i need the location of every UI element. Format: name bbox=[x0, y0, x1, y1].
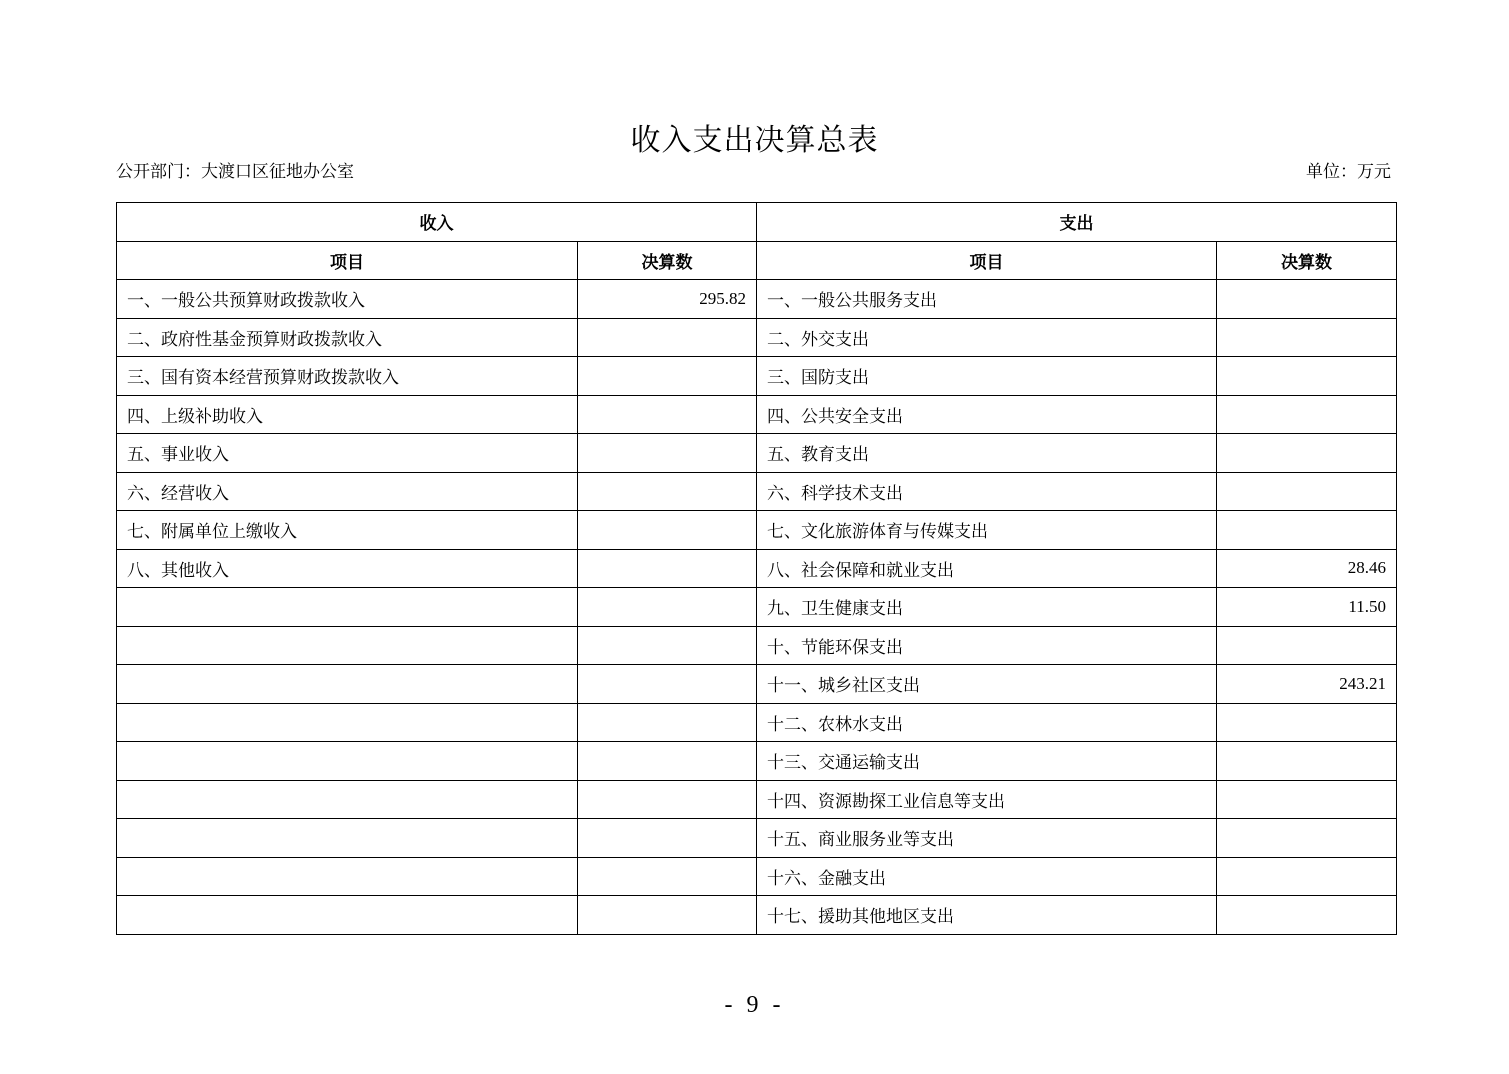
income-item: 八、其他收入 bbox=[117, 549, 578, 588]
income-item bbox=[117, 588, 578, 627]
expense-item: 一、一般公共服务支出 bbox=[757, 280, 1217, 319]
income-amount bbox=[578, 472, 757, 511]
table-row bbox=[117, 819, 1397, 858]
expense-item: 十、节能环保支出 bbox=[757, 626, 1217, 665]
table-row bbox=[117, 896, 1397, 935]
table-row bbox=[117, 742, 1397, 781]
expense-amount bbox=[1217, 896, 1397, 935]
income-item bbox=[117, 896, 578, 935]
expense-amount: 11.50 bbox=[1217, 588, 1397, 627]
table-row bbox=[117, 665, 1397, 704]
income-amount bbox=[578, 780, 757, 819]
income-item: 七、附属单位上缴收入 bbox=[117, 511, 578, 550]
table-row bbox=[117, 780, 1397, 819]
page-title: 收入支出决算总表 bbox=[630, 124, 879, 157]
expense-item: 六、科学技术支出 bbox=[757, 472, 1217, 511]
expense-amount: 28.46 bbox=[1217, 549, 1397, 588]
expense-item: 十六、金融支出 bbox=[757, 857, 1217, 896]
income-item: 一、一般公共预算财政拨款收入 bbox=[117, 280, 578, 319]
expense-item: 三、国防支出 bbox=[757, 357, 1217, 396]
expense-item: 五、教育支出 bbox=[757, 434, 1217, 473]
income-amount bbox=[578, 588, 757, 627]
expense-amount bbox=[1217, 626, 1397, 665]
table-row bbox=[117, 626, 1397, 665]
expense-item: 十一、城乡社区支出 bbox=[757, 665, 1217, 704]
income-amount bbox=[578, 665, 757, 704]
expense-amount bbox=[1217, 819, 1397, 858]
table-header-row-columns bbox=[117, 241, 1397, 280]
income-item: 五、事业收入 bbox=[117, 434, 578, 473]
income-amount bbox=[578, 549, 757, 588]
expense-item: 四、公共安全支出 bbox=[757, 395, 1217, 434]
income-amount bbox=[578, 357, 757, 396]
income-item: 二、政府性基金预算财政拨款收入 bbox=[117, 318, 578, 357]
income-item bbox=[117, 780, 578, 819]
expense-amount bbox=[1217, 472, 1397, 511]
table-row bbox=[117, 588, 1397, 627]
table-row bbox=[117, 549, 1397, 588]
table-row bbox=[117, 472, 1397, 511]
income-amount: 295.82 bbox=[578, 280, 757, 319]
income-amount bbox=[578, 896, 757, 935]
income-item bbox=[117, 703, 578, 742]
income-amount bbox=[578, 703, 757, 742]
table-row bbox=[117, 357, 1397, 396]
expense-amount bbox=[1217, 780, 1397, 819]
expense-item: 七、文化旅游体育与传媒支出 bbox=[757, 511, 1217, 550]
expense-item: 十五、商业服务业等支出 bbox=[757, 819, 1217, 858]
table-row bbox=[117, 318, 1397, 357]
expense-amount bbox=[1217, 280, 1397, 319]
income-header: 收入 bbox=[117, 203, 757, 242]
expense-amount bbox=[1217, 395, 1397, 434]
table-header-row-group bbox=[117, 203, 1397, 242]
table-row bbox=[117, 703, 1397, 742]
income-item bbox=[117, 819, 578, 858]
table-row bbox=[117, 395, 1397, 434]
income-item: 四、上级补助收入 bbox=[117, 395, 578, 434]
column-header-expense-item: 项目 bbox=[757, 241, 1217, 280]
expense-header: 支出 bbox=[757, 203, 1397, 242]
income-amount bbox=[578, 742, 757, 781]
expense-item: 九、卫生健康支出 bbox=[757, 588, 1217, 627]
income-item bbox=[117, 857, 578, 896]
income-item bbox=[117, 742, 578, 781]
expense-amount bbox=[1217, 511, 1397, 550]
income-amount bbox=[578, 819, 757, 858]
unit-label: 单位：万元 bbox=[1306, 162, 1391, 181]
expense-item: 八、社会保障和就业支出 bbox=[757, 549, 1217, 588]
table-row bbox=[117, 434, 1397, 473]
expense-item: 十三、交通运输支出 bbox=[757, 742, 1217, 781]
column-header-income-amount: 决算数 bbox=[578, 241, 757, 280]
expense-amount bbox=[1217, 703, 1397, 742]
income-amount bbox=[578, 395, 757, 434]
expense-amount bbox=[1217, 357, 1397, 396]
income-amount bbox=[578, 511, 757, 550]
column-header-income-item: 项目 bbox=[117, 241, 578, 280]
column-header-expense-amount: 决算数 bbox=[1217, 241, 1397, 280]
expense-amount: 243.21 bbox=[1217, 665, 1397, 704]
table-row bbox=[117, 511, 1397, 550]
income-item: 三、国有资本经营预算财政拨款收入 bbox=[117, 357, 578, 396]
expense-amount bbox=[1217, 318, 1397, 357]
expense-amount bbox=[1217, 434, 1397, 473]
expense-amount bbox=[1217, 742, 1397, 781]
department-label: 公开部门：大渡口区征地办公室 bbox=[116, 162, 354, 181]
income-expense-summary-table bbox=[116, 202, 1397, 935]
income-amount bbox=[578, 318, 757, 357]
table-row bbox=[117, 857, 1397, 896]
expense-item: 十四、资源勘探工业信息等支出 bbox=[757, 780, 1217, 819]
expense-item: 十七、援助其他地区支出 bbox=[757, 896, 1217, 935]
expense-item: 二、外交支出 bbox=[757, 318, 1217, 357]
income-item bbox=[117, 626, 578, 665]
page-number: - 9 - bbox=[724, 992, 785, 1018]
expense-item: 十二、农林水支出 bbox=[757, 703, 1217, 742]
income-item: 六、经营收入 bbox=[117, 472, 578, 511]
income-amount bbox=[578, 434, 757, 473]
expense-amount bbox=[1217, 857, 1397, 896]
table-row bbox=[117, 280, 1397, 319]
income-amount bbox=[578, 626, 757, 665]
income-item bbox=[117, 665, 578, 704]
income-amount bbox=[578, 857, 757, 896]
